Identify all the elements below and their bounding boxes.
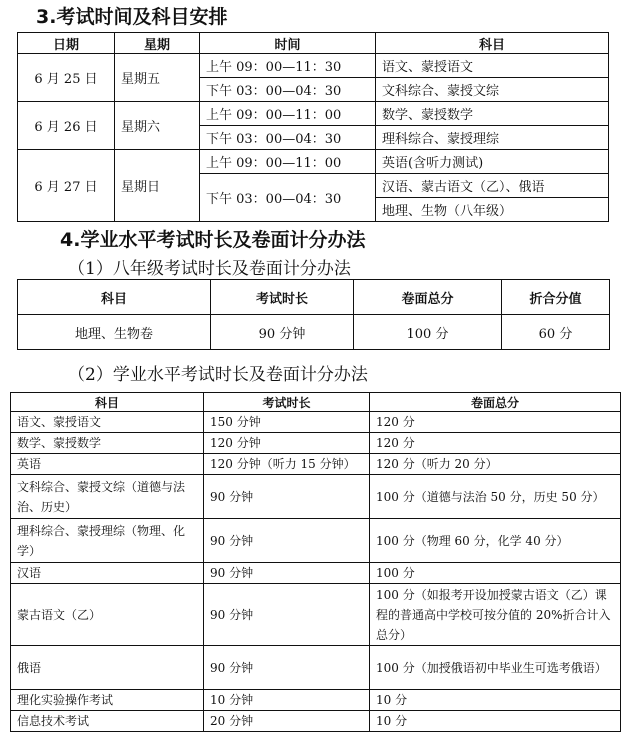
weekday-cell: 星期五 [115, 54, 200, 102]
subject-cell: 数学、蒙授数学 [11, 433, 204, 454]
subject-cell: 理科综合、蒙授理综 [376, 126, 609, 150]
duration-cell: 90 分钟 [211, 315, 354, 350]
table-row [11, 711, 621, 732]
header-subject: 科目 [376, 33, 609, 54]
score-cell: 100 分 [354, 315, 502, 350]
time-cell: 下午 03：00—04：30 [200, 78, 376, 102]
table-row [11, 412, 621, 433]
table-row [11, 584, 621, 646]
table-header-row [18, 280, 610, 315]
time-cell: 上午 09：00—11：00 [200, 150, 376, 174]
header-total-score: 卷面总分 [370, 393, 621, 412]
duration-cell: 90 分钟 [204, 519, 370, 563]
time-cell: 上午 09：00—11：30 [200, 54, 376, 78]
grade8-score-table [17, 279, 610, 350]
date-cell: 6 月 26 日 [18, 102, 115, 150]
score-cell: 100 分（物理 60 分，化学 40 分） [370, 519, 621, 563]
subject-cell: 数学、蒙授数学 [376, 102, 609, 126]
duration-cell: 120 分钟 [204, 433, 370, 454]
header-date: 日期 [18, 33, 115, 54]
subject-cell: 地理、生物卷 [18, 315, 211, 350]
table-row [11, 433, 621, 454]
score-cell: 120 分（听力 20 分） [370, 454, 621, 475]
header-subject: 科目 [18, 280, 211, 315]
duration-cell: 90 分钟 [204, 646, 370, 690]
subject-cell: 蒙古语文（乙） [11, 584, 204, 646]
table-row [11, 690, 621, 711]
date-cell: 6 月 25 日 [18, 54, 115, 102]
proficiency-score-table [10, 392, 621, 732]
time-cell: 上午 09：00—11：00 [200, 102, 376, 126]
score-cell: 10 分 [370, 690, 621, 711]
score-cell: 100 分（如报考开设加授蒙古语文（乙）课程的普通高中学校可按分值的 20%折合计入总分） [370, 584, 621, 646]
section4-title: 4.学业水平考试时长及卷面计分办法 [60, 229, 366, 251]
header-converted-score: 折合分值 [502, 280, 610, 315]
duration-cell: 90 分钟 [204, 563, 370, 584]
subject-cell: 理化实验操作考试 [11, 690, 204, 711]
subject-cell: 语文、蒙授语文 [11, 412, 204, 433]
subject-cell: 英语(含听力测试) [376, 150, 609, 174]
table-row [11, 519, 621, 563]
subject-cell: 理科综合、蒙授理综（物理、化学） [11, 519, 204, 563]
converted-cell: 60 分 [502, 315, 610, 350]
duration-cell: 10 分钟 [204, 690, 370, 711]
duration-cell: 120 分钟（听力 15 分钟） [204, 454, 370, 475]
subject-cell: 文科综合、蒙授文综（道德与法治、历史） [11, 475, 204, 519]
header-subject: 科目 [11, 393, 204, 412]
duration-cell: 150 分钟 [204, 412, 370, 433]
part1-title: （1）八年级考试时长及卷面计分办法 [68, 259, 351, 279]
score-cell: 120 分 [370, 433, 621, 454]
subject-cell: 汉语、蒙古语文（乙）、俄语 [376, 174, 609, 198]
subject-cell: 英语 [11, 454, 204, 475]
header-duration: 考试时长 [204, 393, 370, 412]
table-row [18, 102, 609, 126]
subject-cell: 俄语 [11, 646, 204, 690]
time-cell: 下午 03：00—04：30 [200, 174, 376, 222]
table-row [18, 54, 609, 78]
subject-cell: 文科综合、蒙授文综 [376, 78, 609, 102]
score-cell: 100 分（加授俄语初中毕业生可选考俄语） [370, 646, 621, 690]
exam-schedule-table [17, 32, 609, 222]
part2-title: （2）学业水平考试时长及卷面计分办法 [68, 365, 368, 385]
duration-cell: 90 分钟 [204, 475, 370, 519]
table-row [11, 454, 621, 475]
time-cell: 下午 03：00—04：30 [200, 126, 376, 150]
table-row [11, 475, 621, 519]
table-header-row [18, 33, 609, 54]
date-cell: 6 月 27 日 [18, 150, 115, 222]
subject-cell: 汉语 [11, 563, 204, 584]
score-cell: 100 分（道德与法治 50 分，历史 50 分） [370, 475, 621, 519]
weekday-cell: 星期日 [115, 150, 200, 222]
header-weekday: 星期 [115, 33, 200, 54]
score-cell: 10 分 [370, 711, 621, 732]
table-row [18, 315, 610, 350]
score-cell: 100 分 [370, 563, 621, 584]
duration-cell: 90 分钟 [204, 584, 370, 646]
duration-cell: 20 分钟 [204, 711, 370, 732]
score-cell: 120 分 [370, 412, 621, 433]
subject-cell: 语文、蒙授语文 [376, 54, 609, 78]
table-header-row [11, 393, 621, 412]
table-row [18, 150, 609, 174]
subject-cell: 地理、生物（八年级） [376, 198, 609, 222]
table-row [11, 646, 621, 690]
section3-title: 3.考试时间及科目安排 [36, 6, 228, 28]
header-total-score: 卷面总分 [354, 280, 502, 315]
header-time: 时间 [200, 33, 376, 54]
weekday-cell: 星期六 [115, 102, 200, 150]
header-duration: 考试时长 [211, 280, 354, 315]
subject-cell: 信息技术考试 [11, 711, 204, 732]
table-row [11, 563, 621, 584]
